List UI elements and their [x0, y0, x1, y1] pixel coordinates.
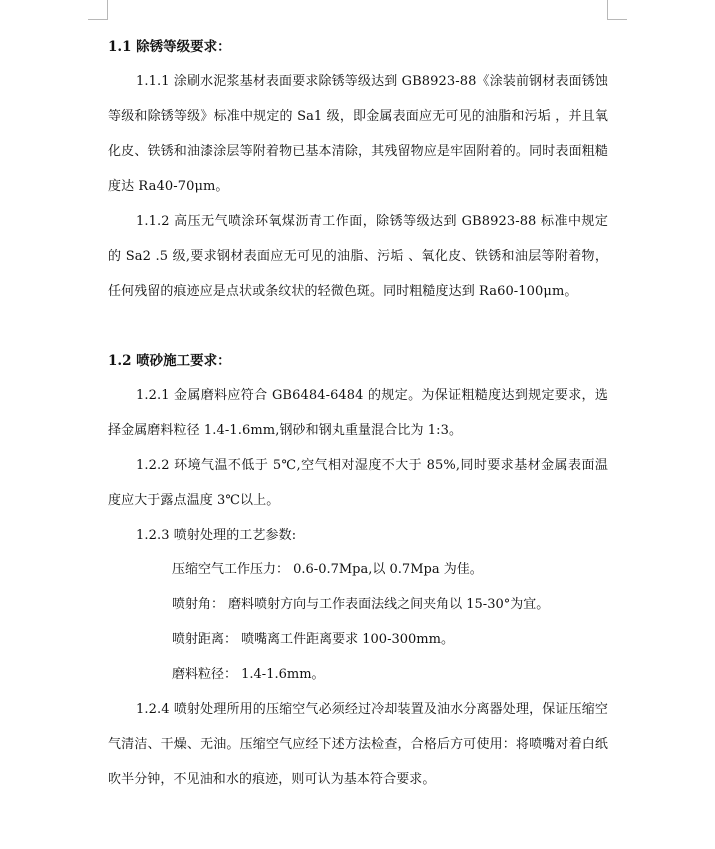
crop-mark-left-horizontal — [88, 19, 108, 20]
section-heading-1-1: 1.1 除锈等级要求： — [108, 39, 231, 55]
paragraph-1-2-3: 1.2.3 喷射处理的工艺参数: — [136, 528, 297, 543]
paragraph-1-1-1: 1.1.1 涂刷水泥浆基材表面要求除锈等级达到 GB8923-88《涂装前钢材表面锈蚀等级和除锈等级》标准中规定的 Sa1 级，即金属表面应无可见的油脂和污垢 ，并且氧化皮、铁锈和油漆涂层等附着物已基本清除，其残留物应是牢固附着的。同时表面粗糙度达 Ra40-70μm。 — [108, 74, 608, 194]
paragraph-1-2-4: 1.2.4 喷射处理所用的压缩空气必须经过冷却装置及油水分离器处理，保证压缩空气清洁、干燥、无油。压缩空气应经下述方法检查，合格后方可使用：将喷嘴对着白纸吹半分钟，不见油和水的痕迹，则可认为基本符合要求。 — [108, 702, 608, 787]
param-air-pressure: 压缩空气工作压力： 0.6-0.7Mpa,以 0.7Mpa 为佳。 — [172, 562, 483, 577]
crop-mark-right-horizontal — [607, 19, 627, 20]
param-spray-distance: 喷射距离： 喷嘴离工件距离要求 100-300mm。 — [172, 632, 454, 647]
crop-mark-left-vertical — [107, 0, 108, 19]
paragraph-1-1-2: 1.1.2 高压无气喷涂环氧煤沥青工作面，除锈等级达到 GB8923-88 标准中规定的 Sa2 .5 级,要求钢材表面应无可见的油脂、污垢 、氧化皮、铁锈和油层等附着物，任何残留的痕迹应是点状或条纹状的轻微色斑。同时粗糙度达到 Ra60-100μm。 — [108, 214, 608, 299]
paragraph-1-2-1: 1.2.1 金属磨料应符合 GB6484-6484 的规定。为保证粗糙度达到规定要求，选择金属磨料粒径 1.4-1.6mm,钢砂和钢丸重量混合比为 1:3。 — [108, 388, 608, 438]
crop-mark-right-vertical — [607, 0, 608, 19]
paragraph-1-2-2: 1.2.2 环境气温不低于 5℃,空气相对湿度不大于 85%,同时要求基材金属表面温度应大于露点温度 3℃以上。 — [108, 458, 608, 508]
document-body — [108, 30, 608, 797]
param-abrasive-size: 磨料粒径： 1.4-1.6mm。 — [172, 667, 325, 682]
section-heading-1-2: 1.2 喷砂施工要求： — [108, 353, 231, 369]
param-spray-angle: 喷射角： 磨料喷射方向与工作表面法线之间夹角以 15-30°为宜。 — [172, 597, 550, 612]
